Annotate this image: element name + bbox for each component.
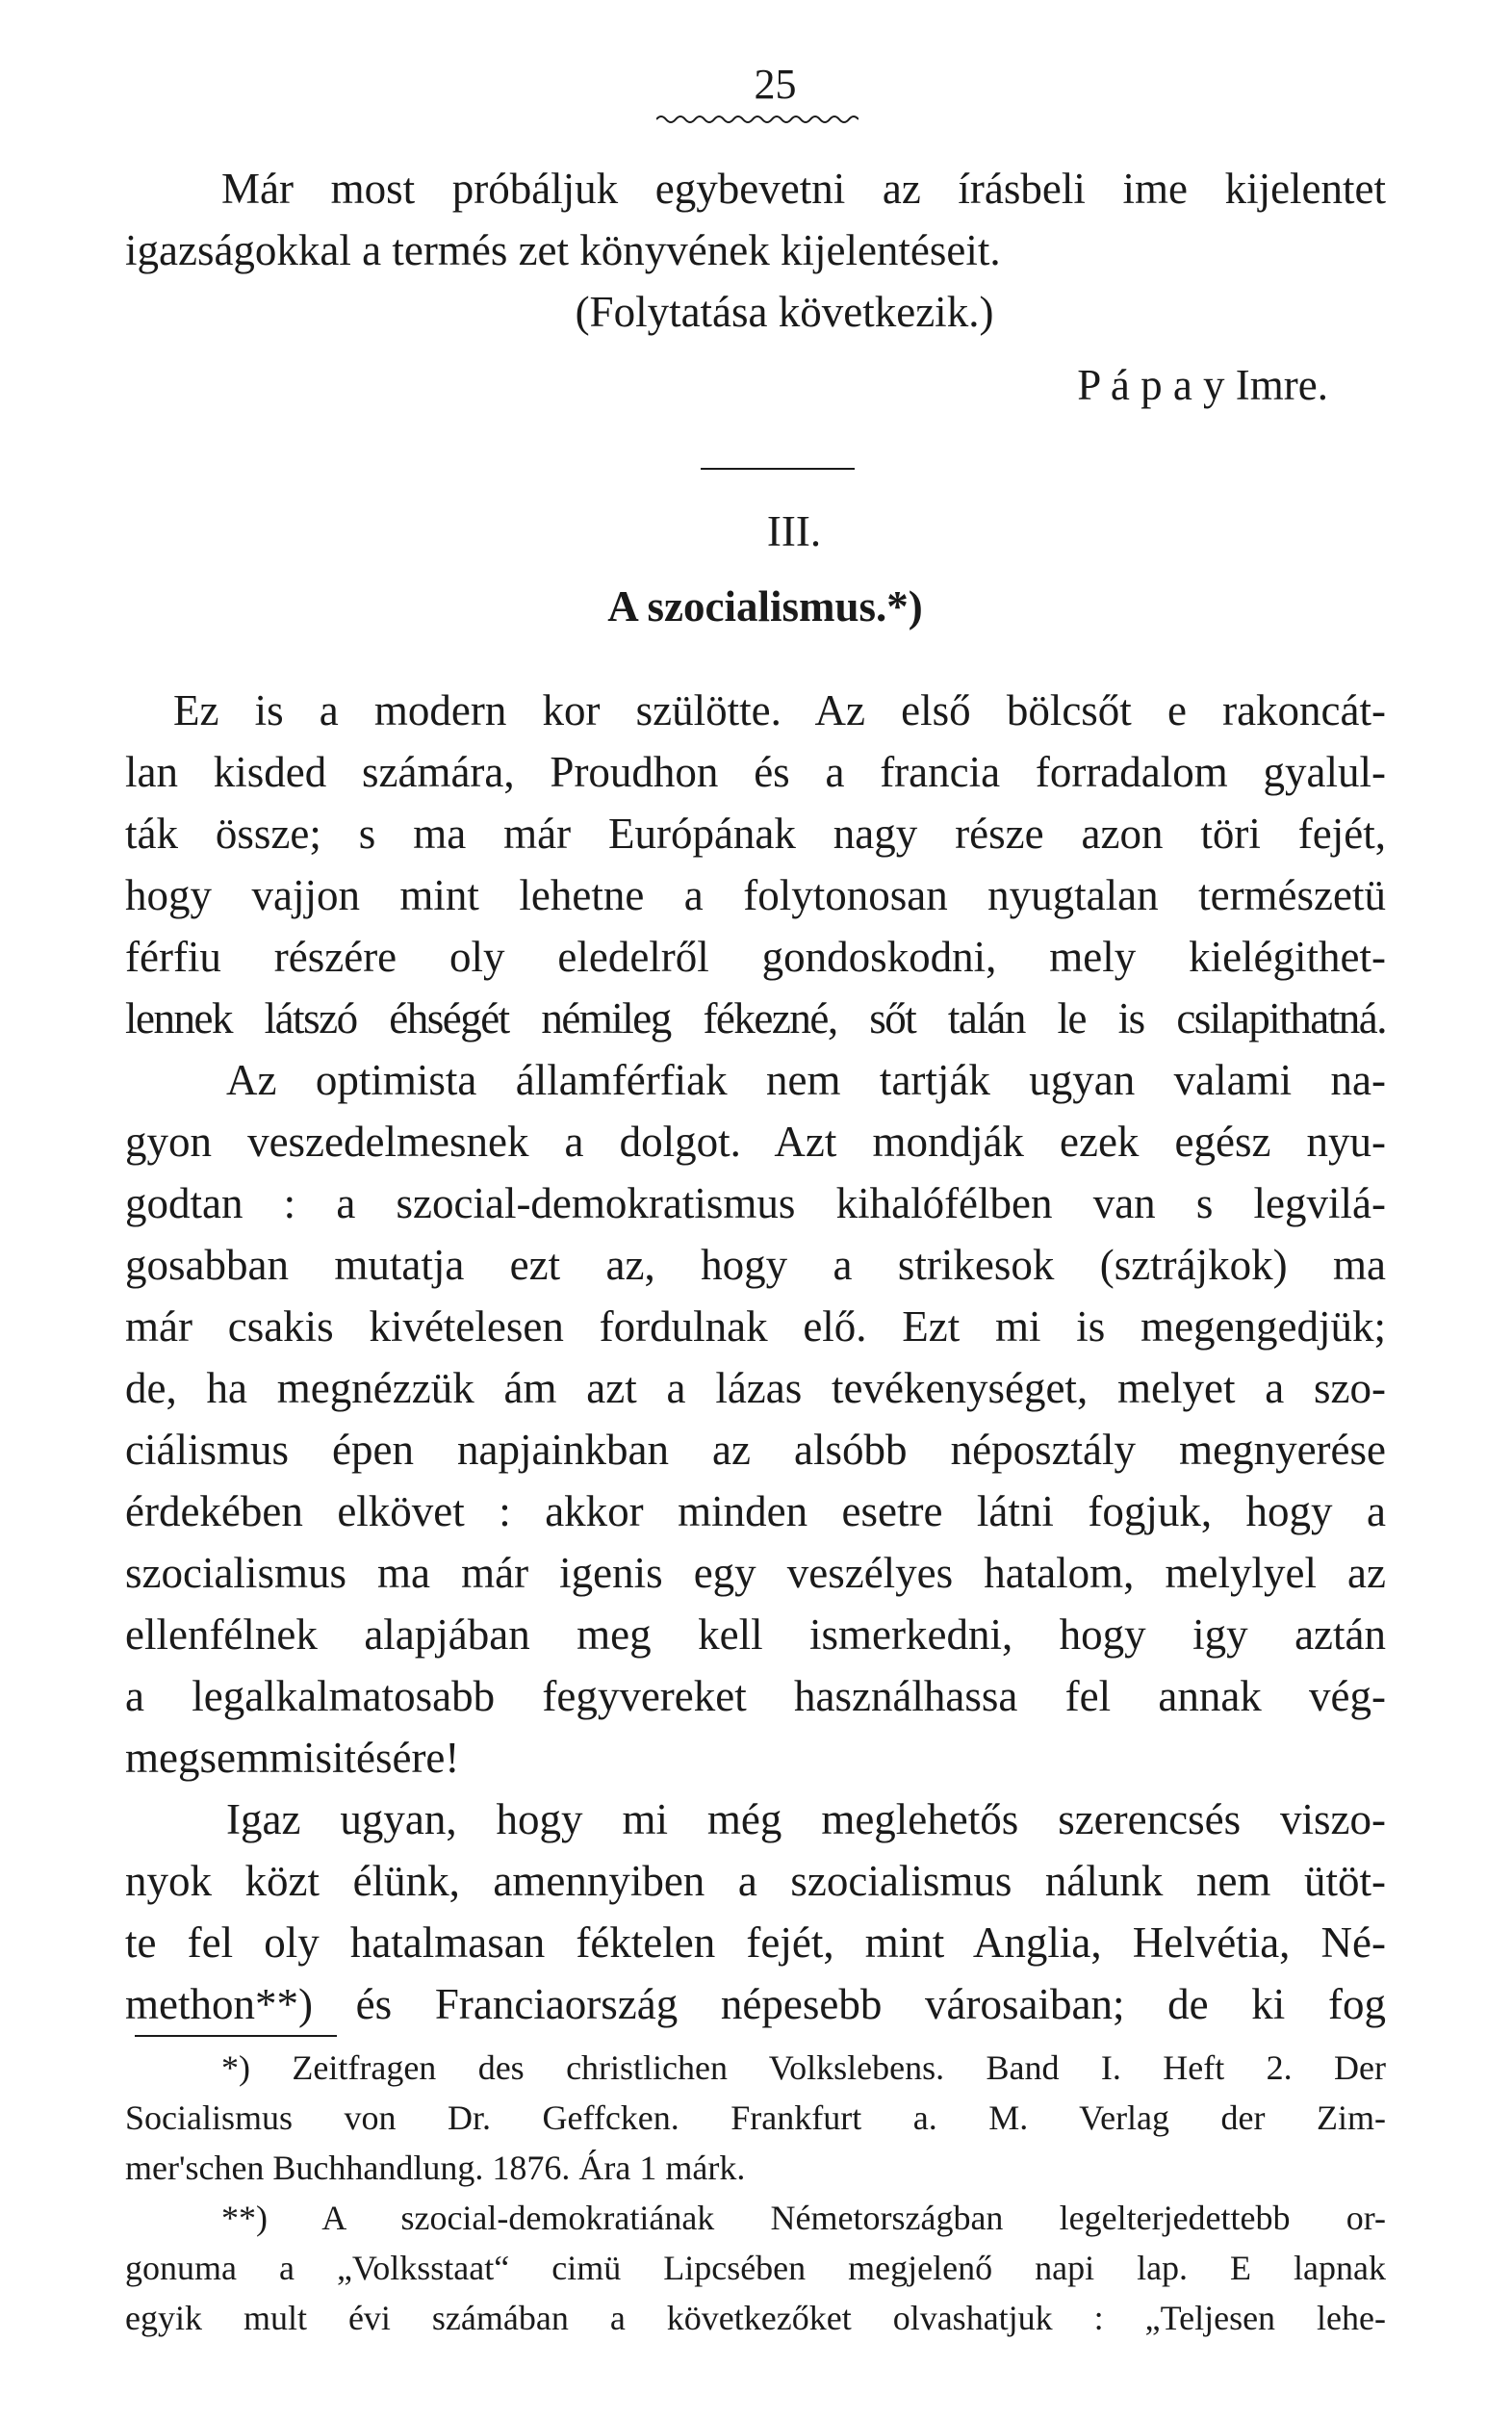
text-line: gosabban mutatja ezt az, hogy a strikesok (sztrájkok) ma: [125, 1241, 1386, 1289]
text-line: ciálismus épen napjainkban az alsóbb néposztály megnyerése: [125, 1426, 1386, 1474]
text-line: a legalkalmatosabb fegyvereket használhassa fel annak vég-: [125, 1672, 1386, 1720]
intro-paragraph: [125, 158, 1386, 416]
text-line: lan kisded számára, Proudhon és a francia forradalom gyalul-: [125, 748, 1386, 796]
text-line: de, ha megnézzük ám azt a lázas tevékenységet, melyet a szo-: [125, 1364, 1386, 1412]
text-line: gyon veszedelmesnek a dolgot. Azt mondják ezek egész nyu-: [125, 1118, 1386, 1166]
footnote-line: egyik mult évi számában a következőket olvashatjuk : „Teljesen lehe-: [125, 2299, 1386, 2337]
text-line: methon**) és Franciaország népesebb városaiban; de ki fog: [125, 1980, 1386, 2028]
text-line: Igaz ugyan, hogy mi még meglehetős szerencsés viszo-: [226, 1795, 1386, 1843]
wavy-rule-ornament: [656, 114, 859, 125]
body-text: [125, 680, 1386, 2035]
text-line: Az optimista államférfiak nem tartják ugyan valami na-: [226, 1056, 1386, 1104]
footnote-divider: [135, 2035, 337, 2037]
section-title: A szocialismus.*): [607, 582, 923, 631]
text-line: nyok közt élünk, amennyiben a szocialismus nálunk nem ütöt-: [125, 1857, 1386, 1905]
footnotes: [125, 2043, 1386, 2343]
footnote-line: Socialismus von Dr. Geffcken. Frankfurt a. M. Verlag der Zim-: [125, 2098, 1386, 2137]
text-line: megsemmisitésére!: [125, 1734, 460, 1782]
section-heading: [125, 501, 1386, 637]
text-line: szocialismus ma már igenis egy veszélyes hatalom, melylyel az: [125, 1549, 1386, 1597]
text-line: ellenfélnek alapjában meg kell ismerkedni, hogy igy aztán: [125, 1610, 1386, 1659]
text-line: Ez is a modern kor szülötte. Az első bölcsőt e rakoncát-: [173, 686, 1386, 734]
text-line: Már most próbáljuk egybevetni az írásbeli ime kijelentet: [221, 165, 1386, 213]
text-line: ták össze; s ma már Európának nagy része azon töri fejét,: [125, 810, 1386, 858]
text-line: te fel oly hatalmasan féktelen fejét, mint Anglia, Helvétia, Né-: [125, 1918, 1386, 1967]
text-line: érdekében elkövet : akkor minden esetre látni fogjuk, hogy a: [125, 1487, 1386, 1535]
footnote-line: **) A szocial-demokratiának Németországban legelterjedettebb or-: [221, 2199, 1386, 2237]
text-line: igazságokkal a termés zet könyvének kijelentéseit.: [125, 226, 1001, 274]
footnote-line: mer'schen Buchhandlung. 1876. Ára 1 márk.: [125, 2149, 746, 2187]
page-number: 25: [754, 61, 797, 108]
text-line: lennek látszó éhségét némileg fékezné, sőt talán le is csilapithatná.: [125, 994, 1386, 1043]
section-divider: [701, 468, 855, 470]
text-line: hogy vajjon mint lehetne a folytonosan nyugtalan természetü: [125, 871, 1386, 919]
continuation-note: (Folytatása következik.): [575, 288, 994, 336]
text-line: már csakis kivételesen fordulnak elő. Ezt mi is megengedjük;: [125, 1302, 1386, 1351]
author-signature: P á p a y Imre.: [1077, 361, 1328, 409]
section-number: III.: [766, 507, 822, 555]
footnote-line: gonuma a „Volksstaat“ cimü Lipcsében megjelenő napi lap. E lapnak: [125, 2249, 1386, 2287]
text-line: godtan : a szocial-demokratismus kihalófélben van s legvilá-: [125, 1179, 1386, 1227]
footnote-line: *) Zeitfragen des christlichen Volkslebens. Band I. Heft 2. Der: [221, 2048, 1386, 2087]
text-line: férfiu részére oly eledelről gondoskodni, mely kielégithet-: [125, 933, 1386, 981]
